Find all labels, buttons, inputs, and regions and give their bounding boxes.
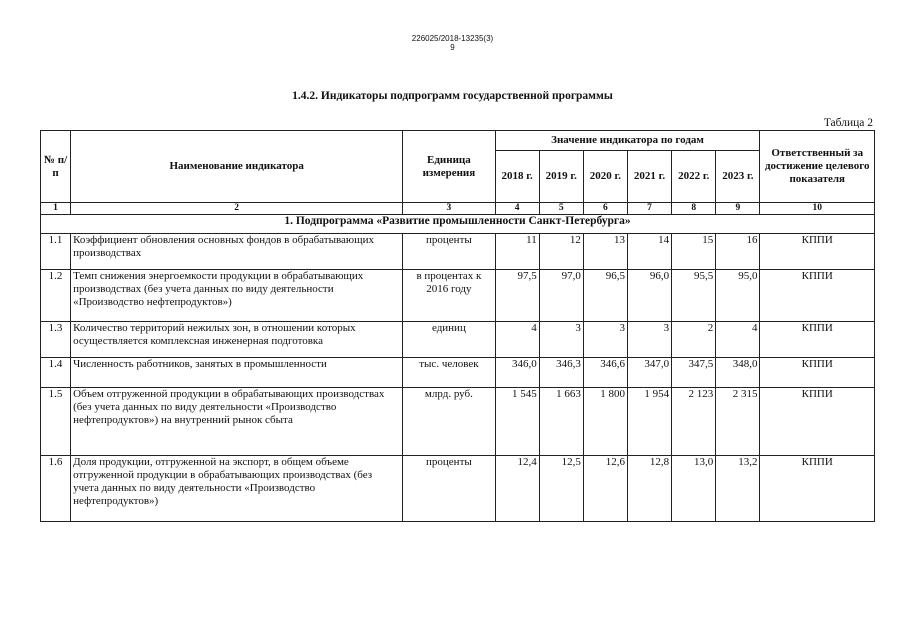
indicator-unit: проценты <box>403 456 495 522</box>
year-value: 97,5 <box>495 270 539 322</box>
column-number: 1 <box>41 203 71 215</box>
year-value: 4 <box>716 322 760 358</box>
column-number: 6 <box>583 203 627 215</box>
section-title: 1.4.2. Индикаторы подпрограмм государственной программы <box>292 90 613 102</box>
year-value: 3 <box>539 322 583 358</box>
header-year: 2020 г. <box>583 151 627 203</box>
page-number: 9 <box>450 43 455 52</box>
year-value: 12,5 <box>539 456 583 522</box>
header-year: 2021 г. <box>627 151 671 203</box>
row-number: 1.1 <box>41 234 71 270</box>
year-value: 1 663 <box>539 388 583 456</box>
year-value: 2 315 <box>716 388 760 456</box>
column-number: 3 <box>403 203 495 215</box>
column-number: 4 <box>495 203 539 215</box>
year-value: 96,0 <box>627 270 671 322</box>
responsible-party: КППИ <box>760 456 875 522</box>
table-row <box>41 358 875 388</box>
header-year: 2022 г. <box>672 151 716 203</box>
responsible-party: КППИ <box>760 322 875 358</box>
year-value: 12 <box>539 234 583 270</box>
indicator-rows <box>41 234 875 522</box>
row-number: 1.5 <box>41 388 71 456</box>
year-value: 13 <box>583 234 627 270</box>
column-number: 10 <box>760 203 875 215</box>
indicator-unit: в процентах к 2016 году <box>403 270 495 322</box>
year-value: 96,5 <box>583 270 627 322</box>
table-row <box>41 270 875 322</box>
year-value: 13,0 <box>672 456 716 522</box>
year-value: 347,0 <box>627 358 671 388</box>
year-value: 14 <box>627 234 671 270</box>
year-value: 347,5 <box>672 358 716 388</box>
header-responsible: Ответственный за достижение целевого показателя <box>760 131 875 203</box>
year-value: 1 545 <box>495 388 539 456</box>
indicator-name: Доля продукции, отгруженной на экспорт, в общем объеме отгруженной продукции в обрабатывающих производствах (без учета данных по виду деятельности «Производство нефтепродуктов») <box>71 456 403 522</box>
column-number: 2 <box>71 203 403 215</box>
year-value: 2 123 <box>672 388 716 456</box>
year-value: 348,0 <box>716 358 760 388</box>
row-number: 1.6 <box>41 456 71 522</box>
year-value: 95,5 <box>672 270 716 322</box>
table-row <box>41 388 875 456</box>
header-values-by-year: Значение индикатора по годам <box>495 131 760 151</box>
column-number: 9 <box>716 203 760 215</box>
column-number: 8 <box>672 203 716 215</box>
indicator-name: Коэффициент обновления основных фондов в обрабатывающих производствах <box>71 234 403 270</box>
column-number: 7 <box>627 203 671 215</box>
responsible-party: КППИ <box>760 234 875 270</box>
year-value: 1 954 <box>627 388 671 456</box>
year-value: 12,8 <box>627 456 671 522</box>
table-label: Таблица 2 <box>823 117 873 129</box>
row-number: 1.3 <box>41 322 71 358</box>
indicator-unit: тыс. человек <box>403 358 495 388</box>
header-year: 2023 г. <box>716 151 760 203</box>
header-indicator-name: Наименование индикатора <box>71 131 403 203</box>
year-value: 15 <box>672 234 716 270</box>
indicator-name: Количество территорий нежилых зон, в отношении которых осуществляется комплексная инженерная подготовка <box>71 322 403 358</box>
indicator-unit: единиц <box>403 322 495 358</box>
subprogram-title: 1. Подпрограмма «Развитие промышленности Санкт-Петербурга» <box>41 215 875 234</box>
year-value: 13,2 <box>716 456 760 522</box>
column-number-row <box>41 203 875 215</box>
responsible-party: КППИ <box>760 270 875 322</box>
indicator-name: Объем отгруженной продукции в обрабатывающих производствах (без учета данных по виду деятельности «Производство нефтепродуктов») на внутренний рынок сбыта <box>71 388 403 456</box>
year-value: 346,6 <box>583 358 627 388</box>
indicators-table <box>40 130 875 522</box>
row-number: 1.4 <box>41 358 71 388</box>
year-value: 4 <box>495 322 539 358</box>
indicator-name: Темп снижения энергоемкости продукции в обрабатывающих производствах (без учета данных по виду деятельности «Производство нефтепродуктов») <box>71 270 403 322</box>
year-value: 12,4 <box>495 456 539 522</box>
table-row <box>41 234 875 270</box>
table-row <box>41 456 875 522</box>
indicator-unit: млрд. руб. <box>403 388 495 456</box>
header-year: 2018 г. <box>495 151 539 203</box>
year-value: 1 800 <box>583 388 627 456</box>
responsible-party: КППИ <box>760 388 875 456</box>
header-number: № п/п <box>41 131 71 203</box>
year-value: 3 <box>583 322 627 358</box>
header-year: 2019 г. <box>539 151 583 203</box>
column-number: 5 <box>539 203 583 215</box>
responsible-party: КППИ <box>760 358 875 388</box>
row-number: 1.2 <box>41 270 71 322</box>
header-unit: Единица измерения <box>403 131 495 203</box>
year-value: 95,0 <box>716 270 760 322</box>
year-value: 2 <box>672 322 716 358</box>
year-value: 346,0 <box>495 358 539 388</box>
table-row <box>41 322 875 358</box>
year-value: 11 <box>495 234 539 270</box>
year-value: 16 <box>716 234 760 270</box>
indicator-unit: проценты <box>403 234 495 270</box>
year-value: 346,3 <box>539 358 583 388</box>
document-id: 226025/2018-13235(3) <box>411 34 494 43</box>
year-value: 3 <box>627 322 671 358</box>
indicator-name: Численность работников, занятых в промышленности <box>71 358 403 388</box>
year-value: 97,0 <box>539 270 583 322</box>
year-value: 12,6 <box>583 456 627 522</box>
